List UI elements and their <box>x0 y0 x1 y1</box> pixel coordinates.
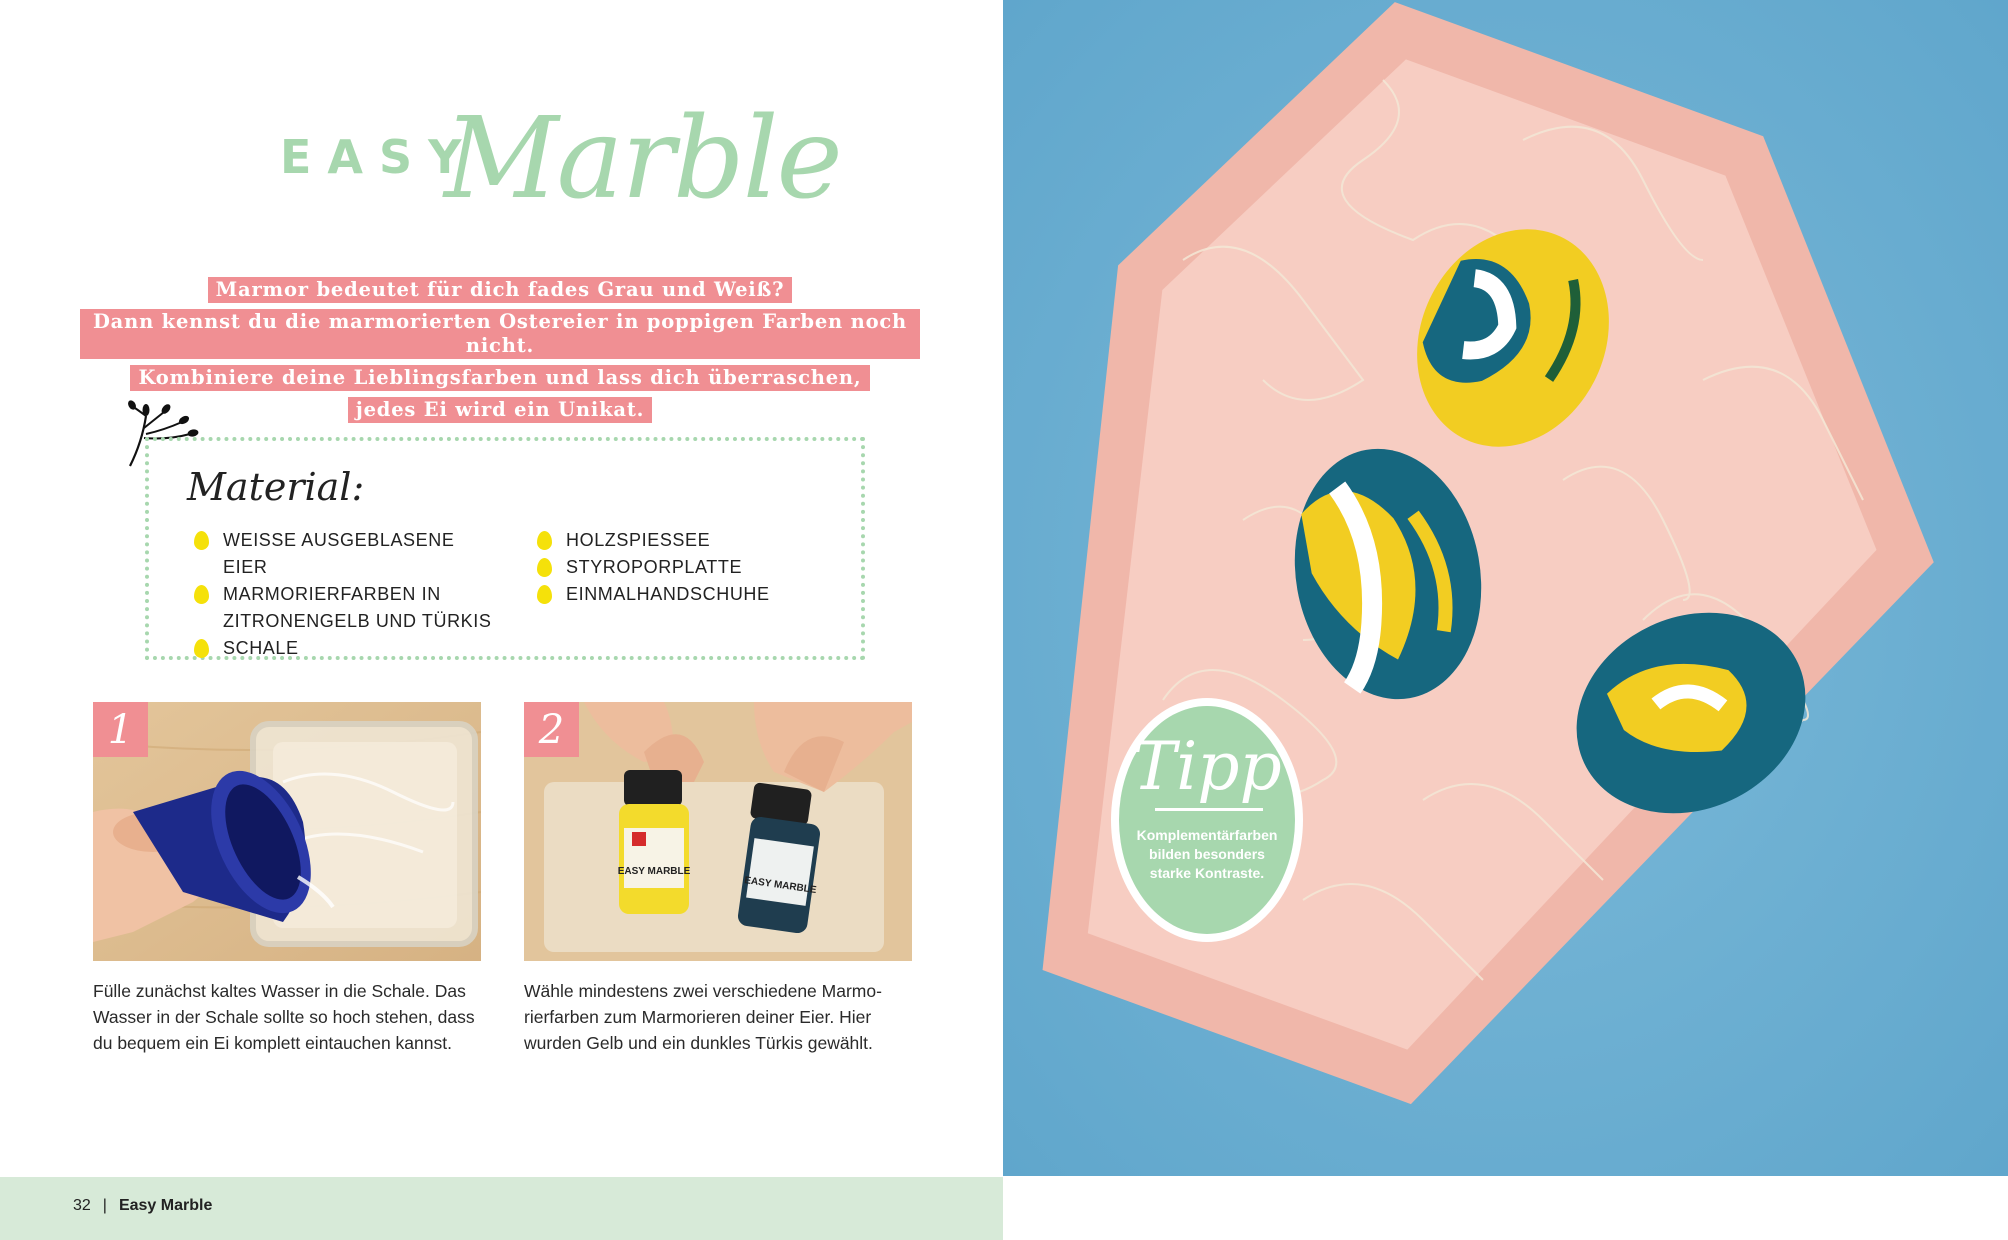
step-number: 2 <box>524 702 579 757</box>
page-title <box>276 94 841 250</box>
intro-line: Marmor bedeutet für dich fades Grau und Weiß? <box>208 277 793 303</box>
step-text-line: Fülle zunächst kaltes Wasser in die Schale. Das <box>93 981 466 1001</box>
intro-line: jedes Ei wird ein Unikat. <box>348 397 653 423</box>
material-list-right <box>536 527 796 608</box>
eggs-photo <box>1003 0 2008 1176</box>
title-marble: Marble <box>444 94 841 224</box>
tipp-text-line: Komplementärfarben <box>1136 827 1278 843</box>
intro-text <box>80 277 920 429</box>
tipp-text-line: starke Kontraste. <box>1149 865 1265 881</box>
section-name: Easy Marble <box>118 1197 213 1214</box>
step-1-image <box>93 702 481 961</box>
intro-line: Dann kennst du die marmorierten Ostereier in poppigen Farben noch nicht. <box>80 309 920 359</box>
egg-bullet-icon <box>537 585 552 604</box>
material-item-line: MARMORIERFARBEN IN <box>223 584 441 604</box>
step-text-line: rierfarben zum Marmorieren deiner Eier. Hier <box>524 1007 872 1027</box>
material-item <box>193 635 493 662</box>
material-item <box>536 527 796 554</box>
material-item <box>193 527 493 581</box>
tipp-title: Tipp <box>1132 728 1282 805</box>
egg-bullet-icon <box>194 639 209 658</box>
step-1-text <box>93 978 493 1056</box>
egg-bullet-icon <box>194 531 209 550</box>
step-1-photo <box>93 702 481 961</box>
material-item-line: ZITRONENGELB UND TÜRKIS <box>223 611 492 631</box>
material-box <box>145 437 865 660</box>
tipp-divider <box>1155 808 1263 811</box>
page-footer <box>0 1177 1003 1240</box>
material-item-line: SCHALE <box>223 638 299 658</box>
bottle-label: EASY MARBLE <box>743 875 818 897</box>
material-item-line: EINMALHANDSCHUHE <box>566 584 770 604</box>
material-title: Material: <box>187 465 365 509</box>
material-item-line: STYROPORPLATTE <box>566 557 743 577</box>
material-item <box>193 581 493 635</box>
tipp-text <box>1121 826 1293 883</box>
material-item <box>536 554 796 581</box>
egg-bullet-icon <box>537 531 552 550</box>
step-2-image <box>524 702 912 961</box>
tipp-text-line: bilden besonders <box>1149 846 1265 862</box>
step-text-line: Wasser in der Schale sollte so hoch stehen, dass <box>93 1007 475 1027</box>
step-text-line: Wähle mindestens zwei verschiedene Marmo- <box>524 981 882 1001</box>
material-item-line: HOLZSPIESSEE <box>566 530 711 550</box>
right-page <box>1003 0 2008 1240</box>
step-2-photo <box>524 702 912 961</box>
bottle-label: EASY MARBLE <box>617 866 691 877</box>
intro-line: Kombiniere deine Lieblingsfarben und lass dich überraschen, <box>130 365 869 391</box>
step-text-line: du bequem ein Ei komplett eintauchen kannst. <box>93 1033 452 1053</box>
material-item <box>536 581 796 608</box>
egg-bullet-icon <box>537 558 552 577</box>
tipp-badge <box>1107 692 1307 944</box>
footer-text <box>73 1197 212 1215</box>
title-easy: EASY <box>280 130 478 184</box>
egg-bullet-icon <box>194 585 209 604</box>
footer-separator: | <box>102 1197 107 1214</box>
material-list-left <box>193 527 493 662</box>
step-2-text <box>524 978 924 1056</box>
left-page <box>0 0 1003 1240</box>
eggs-photo-image <box>1003 0 2008 1176</box>
step-number: 1 <box>93 702 148 757</box>
step-text-line: wurden Gelb und ein dunkles Türkis gewählt. <box>524 1033 873 1053</box>
page-number: 32 <box>73 1197 91 1214</box>
material-item-line: WEISSE AUSGEBLASENE EIER <box>223 530 455 577</box>
